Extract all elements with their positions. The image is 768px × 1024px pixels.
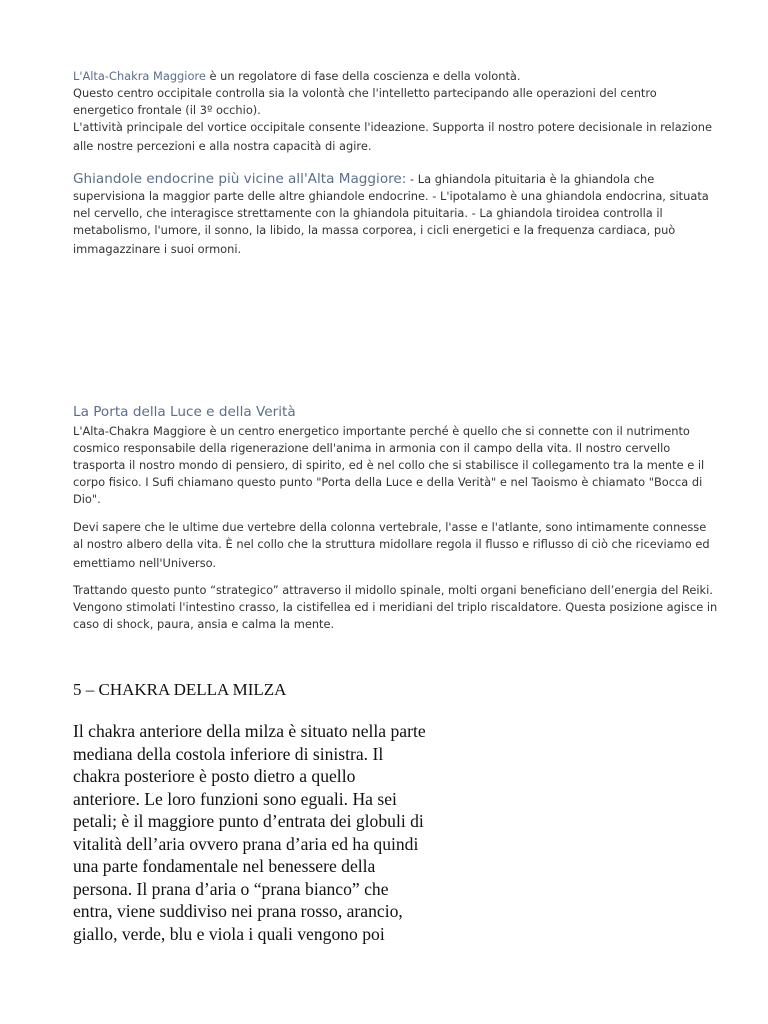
portal-line-5: Dio". bbox=[73, 492, 101, 506]
trattando-line-3: caso di shock, paura, ansia e calma la mente. bbox=[73, 617, 335, 631]
glands-paragraph bbox=[73, 171, 709, 258]
glands-heading: Ghiandole endocrine più vicine all'Alta Maggiore: bbox=[73, 171, 407, 187]
intro-line-3: energetico frontale (il 3º occhio). bbox=[73, 103, 261, 117]
milza-line: petali; è il maggiore punto d’entrata dei globuli di bbox=[73, 811, 424, 831]
milza-line: vitalità dell’aria ovvero prana d’aria ed ha quindi bbox=[73, 833, 419, 854]
glands-line-2: supervisiona la maggior parte delle altre ghiandole endocrine. - L'ipotalamo è una ghiandola endocrina, situata bbox=[73, 189, 709, 203]
glands-line-1: Ghiandole endocrine più vicine all'Alta Maggiore: - La ghiandola pituitaria è la ghiandola che bbox=[73, 171, 655, 187]
intro-line-5: alle nostre percezioni e alla nostra capacità di agire. bbox=[73, 139, 372, 153]
intro-term: L'Alta-Chakra Maggiore bbox=[73, 69, 206, 83]
milza-line: anteriore. Le loro funzioni sono eguali. Ha sei bbox=[73, 788, 397, 809]
portal-heading: La Porta della Luce e della Verità bbox=[73, 404, 296, 420]
portal-line-3: trasporta il nostro mondo di pensiero, di spirito, ed è nel collo che si stabilisce il collegamento tra la mente e il bbox=[73, 458, 705, 472]
vertebre-paragraph bbox=[73, 519, 710, 572]
vertebre-line-2: al nostro albero della vita. È nel collo che la struttura midollare regola il flusso e riflusso di ciò che riceviamo ed bbox=[73, 537, 710, 551]
vertebre-line-3: emettiamo nell'Universo. bbox=[73, 556, 217, 570]
portal-paragraph bbox=[73, 423, 703, 508]
portal-line-4: corpo fisico. I Sufi chiamano questo punto "Porta della Luce e della Verità" e nel Taoismo è chiamato "Bocca di bbox=[73, 475, 703, 489]
milza-line: giallo, verde, blu e viola i quali vengono poi bbox=[73, 923, 385, 944]
trattando-line-2: Vengono stimolati l'intestino crasso, la cistifellea ed i meridiani del triplo riscaldatore. Questa posizione agisce in bbox=[73, 600, 718, 614]
milza-line: una parte fondamentale nel benessere della bbox=[73, 856, 376, 876]
milza-line: Il chakra anteriore della milza è situato nella parte bbox=[73, 721, 426, 741]
milza-line: entra, viene suddiviso nei prana rosso, arancio, bbox=[73, 901, 403, 921]
milza-paragraph bbox=[73, 720, 453, 945]
vertebre-line-1: Devi sapere che le ultime due vertebre della colonna vertebrale, l'asse e l'atlante, sono intimamente connesse bbox=[73, 520, 707, 534]
intro-line-1: L'Alta-Chakra Maggiore è un regolatore di fase della coscienza e della volontà. bbox=[73, 69, 521, 83]
glands-line-4: metabolismo, l'umore, il sonno, la libido, la massa corporea, i cicli energetici e la frequenza cardiaca, può bbox=[73, 223, 676, 237]
portal-line-2: cosmico responsabile della rigenerazione dell'anima in armonia con il campo della vita. Il nostro cervello bbox=[73, 441, 671, 455]
trattando-paragraph bbox=[73, 582, 718, 633]
glands-line-5: immagazzinare i suoi ormoni. bbox=[73, 242, 242, 256]
milza-line: mediana della costola inferiore di sinistra. Il bbox=[73, 743, 384, 764]
milza-line: persona. Il prana d’aria o “prana bianco” che bbox=[73, 878, 389, 899]
portal-line-1: L'Alta-Chakra Maggiore è un centro energetico importante perché è quello che si connette con il nutrimento bbox=[73, 424, 690, 438]
milza-line: chakra posteriore è posto dietro a quello bbox=[73, 766, 356, 786]
milza-heading: 5 – CHAKRA DELLA MILZA bbox=[73, 680, 287, 699]
intro-line-2: Questo centro occipitale controlla sia la volontà che l'intelletto partecipando alle operazioni del centro bbox=[73, 86, 657, 100]
glands-line-3: nel cervello, che interagisce strettamente con la ghiandola pituitaria. - La ghiandola tiroidea controlla il bbox=[73, 206, 663, 220]
trattando-line-1: Trattando questo punto “strategico” attraverso il midollo spinale, molti organi beneficiano dell’energia del Reiki. bbox=[73, 583, 713, 597]
intro-line-4: L'attività principale del vortice occipitale consente l'ideazione. Supporta il nostro potere decisionale in relazione bbox=[73, 120, 713, 134]
intro-paragraph bbox=[73, 68, 713, 155]
